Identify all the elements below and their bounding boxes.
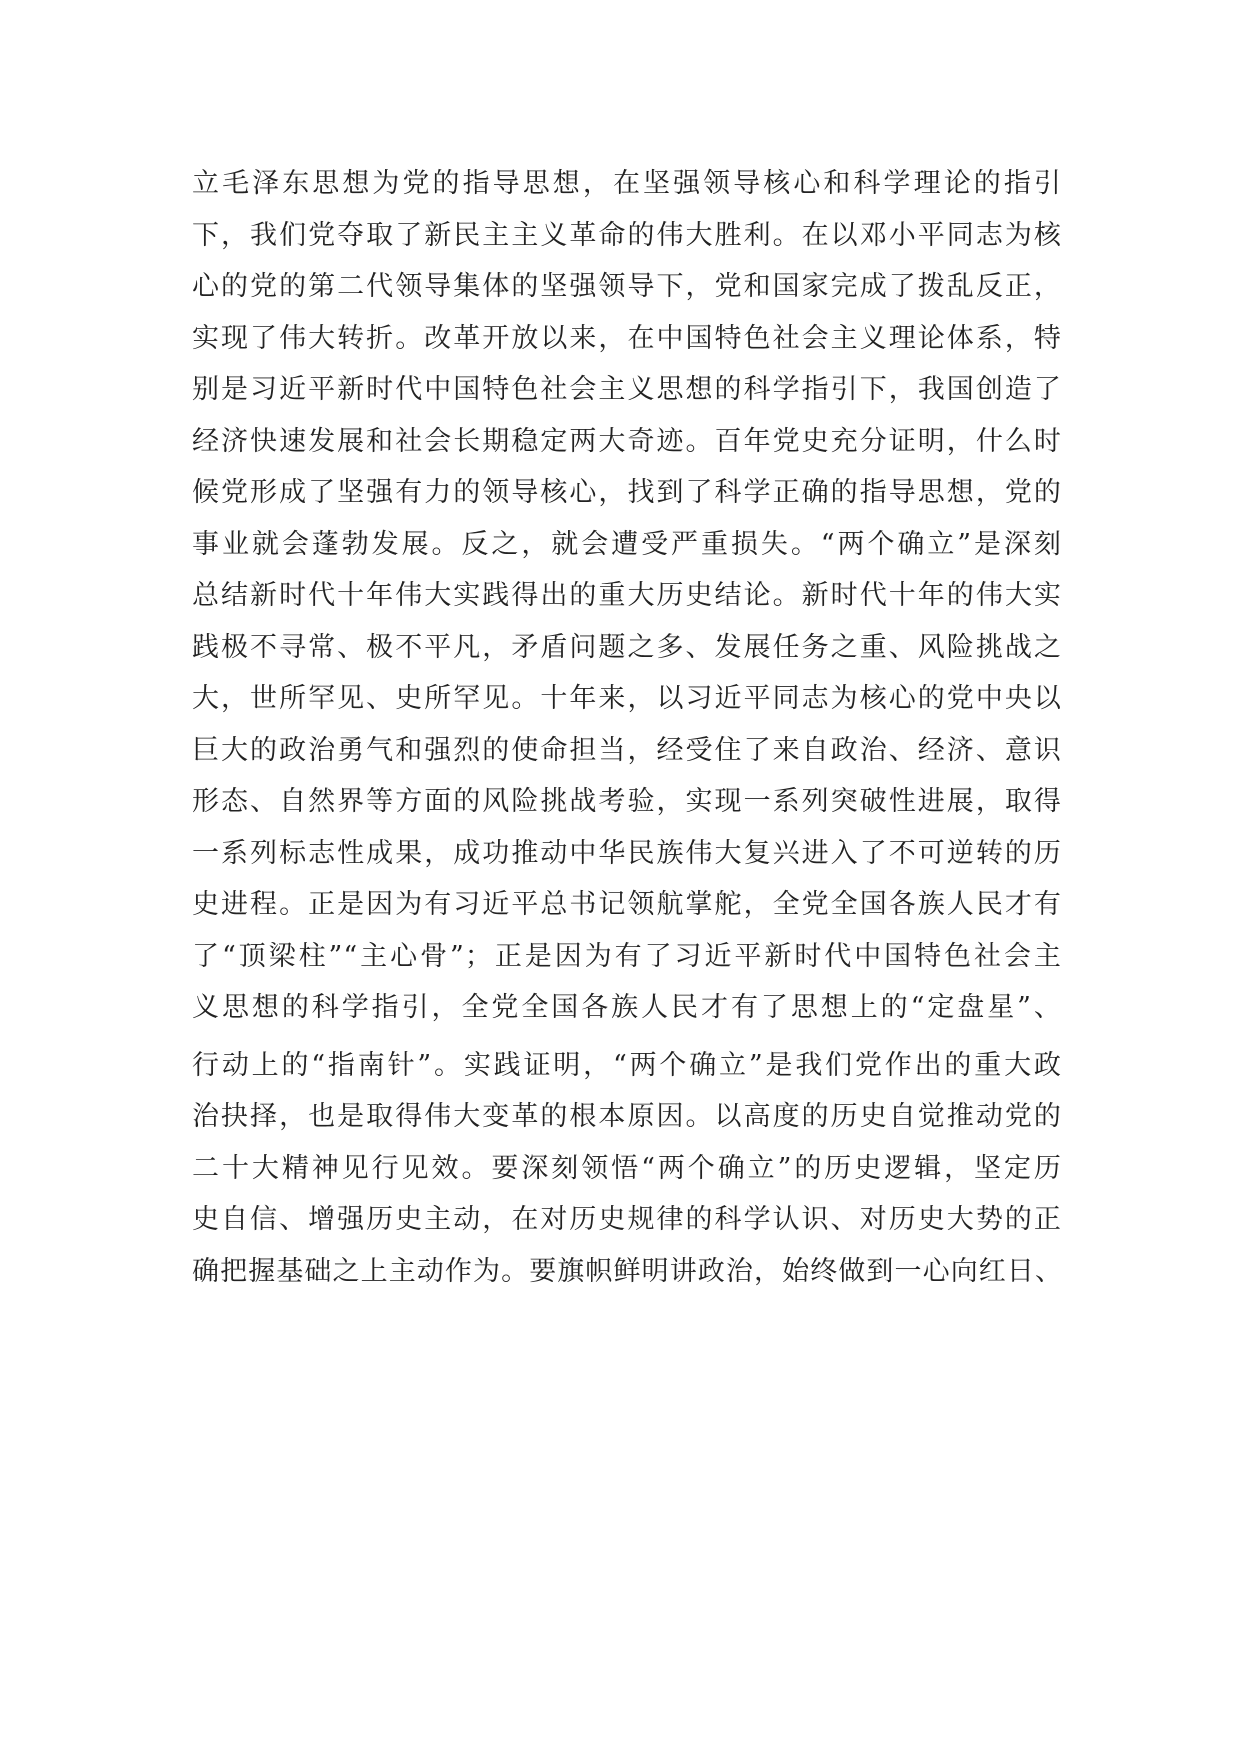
text-line: 心的党的第二代领导集体的坚强领导下，党和国家完成了拨乱反正， (192, 271, 1062, 302)
text-line: 巨大的政治勇气和强烈的使命担当，经受住了来自政治、经济、意识 (192, 734, 1062, 766)
text-line: 史进程。正是因为有习近平总书记领航掌舵，全党全国各族人民才有 (192, 889, 1062, 920)
text-line: 义思想的科学指引，全党全国各族人民才有了思想上的“定盘星”、 (192, 992, 1062, 1023)
text-line: 大，世所罕见、史所罕见。十年来，以习近平同志为核心的党中央以 (192, 683, 1062, 714)
text-line: 候党形成了坚强有力的领导核心，找到了科学正确的指导思想，党的 (192, 477, 1062, 508)
text-line: 一系列标志性成果，成功推动中华民族伟大复兴进入了不可逆转的历 (192, 837, 1062, 869)
text-line: 立毛泽东思想为党的指导思想，在坚强领导核心和科学理论的指引 (192, 168, 1062, 199)
text-line: 行动上的“指南针”。实践证明，“两个确立”是我们党作出的重大政 (192, 1049, 1062, 1081)
text-line: 了“顶梁柱”“主心骨”；正是因为有了习近平新时代中国特色社会主 (192, 940, 1062, 972)
text-line: 二十大精神见行见效。要深刻领悟“两个确立”的历史逻辑，坚定历 (192, 1152, 1062, 1184)
text-line: 践极不寻常、极不平凡，矛盾问题之多、发展任务之重、风险挑战之 (192, 631, 1062, 663)
text-line: 总结新时代十年伟大实践得出的重大历史结论。新时代十年的伟大实 (192, 580, 1062, 611)
text-line: 治抉择，也是取得伟大变革的根本原因。以高度的历史自觉推动党的 (192, 1101, 1062, 1132)
text-line: 史自信、增强历史主动，在对历史规律的科学认识、对历史大势的正 (192, 1204, 1062, 1235)
text-line: 别是习近平新时代中国特色社会主义思想的科学指引下，我国创造了 (192, 374, 1062, 405)
text-line: 确把握基础之上主动作为。要旗帜鲜明讲政治，始终做到一心向红日、 (192, 1255, 1064, 1287)
text-line: 下，我们党夺取了新民主主义革命的伟大胜利。在以邓小平同志为核 (192, 219, 1062, 251)
text-line: 形态、自然界等方面的风险挑战考验，实现一系列突破性进展，取得 (192, 786, 1062, 817)
text-line: 经济快速发展和社会长期稳定两大奇迹。百年党史充分证明，什么时 (192, 425, 1062, 457)
text-line: 事业就会蓬勃发展。反之，就会遭受严重损失。“两个确立”是深刻 (192, 528, 1062, 560)
body-paragraph (192, 158, 1062, 1297)
text-line: 实现了伟大转折。改革开放以来，在中国特色社会主义理论体系，特 (192, 322, 1062, 354)
